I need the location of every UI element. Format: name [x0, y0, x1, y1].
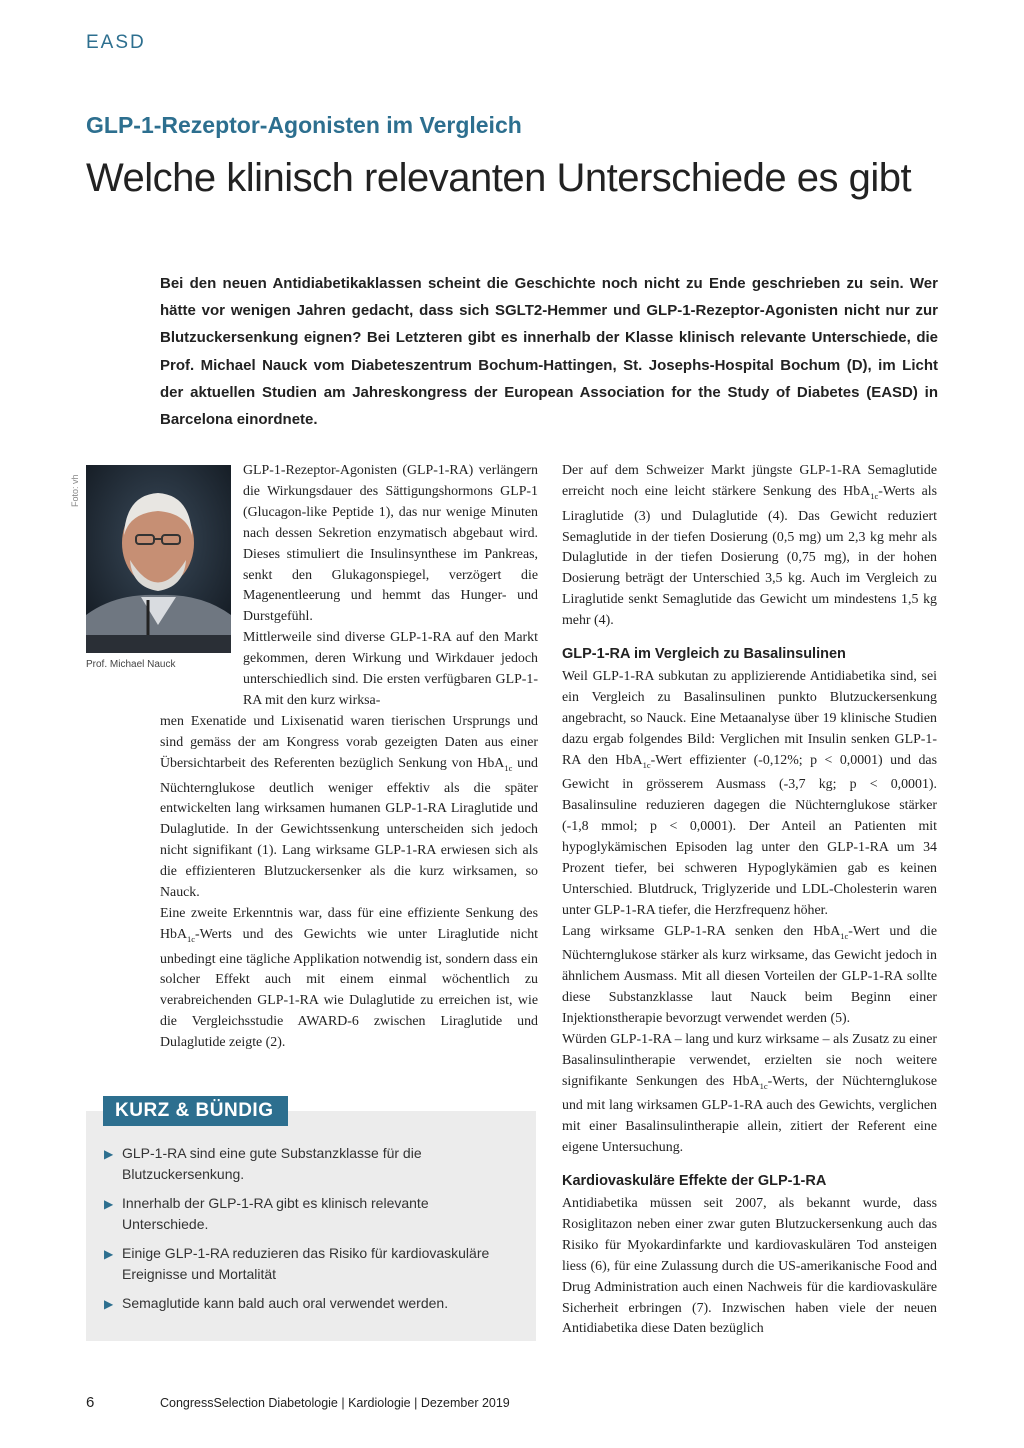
- summary-item: ▶ GLP-1-RA sind eine gute Substanzklasse für die Blutzuckersenkung.: [104, 1143, 514, 1185]
- subheading: GLP-1-RA im Vergleich zu Basalinsulinen: [562, 646, 846, 663]
- paragraph: Lang wirksame GLP-1-RA senken den HbA$_{1c}$-Wert und die Nüchternglukose stärker als kurz wirksame, das Gewicht jedoch in ähnlichem Ausmass. Mit all diesen Vorteilen der GLP-1-RA sollte diese Substanzklasse laut Nauck beim Beginn einer Injektionstherapie bevorzugt verwendet werden (5).: [562, 923, 937, 1026]
- summary-box-title: KURZ & BÜNDIG: [103, 1096, 288, 1126]
- paragraph: Würden GLP-1-RA – lang und kurz wirksame – als Zusatz zu einer Basalinsulintherapie verwendet, erzielten sie noch weitere signifikante Senkungen des HbA$_{1c}$-Werts, der Nüchternglukose und mit lang wirksamen GLP-1-RA auch des Gewichts, verglichen mit einer Basalinsulintherapie allein, zitiert der Referent eine eigene Untersuchung.: [562, 1031, 937, 1156]
- photo-credit: Foto: vh: [70, 474, 80, 507]
- column-2: [562, 461, 937, 1340]
- subheading: Kardiovaskuläre Effekte der GLP-1-RA: [562, 1173, 827, 1190]
- photo-caption: Prof. Michael Nauck: [86, 659, 176, 670]
- paragraph: Mittlerweile sind diverse GLP-1-RA auf den Markt gekommen, deren Wirkung und Wirkdauer jedoch unterschiedlich sind. Die ersten verfügbaren GLP-1-RA mit den kurz wirksa-: [243, 630, 538, 708]
- column-1-bottom: [160, 712, 538, 1054]
- article-lead: Bei den neuen Antidiabetikaklassen scheint die Geschichte noch nicht zu Ende geschrieben zu sein. Wer hätte vor wenigen Jahren gedacht, dass sich SGLT2-Hemmer und GLP-1-Rezeptor-Agonisten nicht nur zur Blutzuckersenkung eignen? Bei Letzteren gibt es innerhalb der Klasse klinisch relevante Unterschiede, die Prof. Michael Nauck vom Diabeteszentrum Bochum-Hattingen, St. Josephs-Hospital Bochum (D), im Licht der aktuellen Studien am Jahreskongress der European Association for the Study of Diabetes (EASD) in Barcelona einordnete.: [160, 275, 938, 429]
- summary-item: ▶ Einige GLP-1-RA reduzieren das Risiko für kardiovaskuläre Ereignisse und Mortalität: [104, 1243, 514, 1285]
- paragraph: GLP-1-Rezeptor-Agonisten (GLP-1-RA) verlängern die Wirkungsdauer des Sättigungshormons GLP-1 (Glucagon-like Peptide 1), das nur wenige Minuten nach dessen Sekretion enzymatisch abgebaut wird. Dieses stimuliert die Insulinsynthese im Pankreas, senkt den Glukagonspiegel, verzögert die Magenentleerung und hemmt das Hunger- und Durstgefühl.: [243, 463, 538, 625]
- summary-item: ▶ Innerhalb der GLP-1-RA gibt es klinisch relevante Unterschiede.: [104, 1193, 514, 1235]
- section-tag: EASD: [86, 32, 146, 53]
- portrait-photo: [86, 465, 231, 653]
- paragraph: Weil GLP-1-RA subkutan zu applizierende Antidiabetika sind, sei ein Vergleich zu Basalinsulinen punkto Blutzuckersenkung angebracht, so Nauck. Eine Metaanalyse über 19 klinische Studien dazu ergab folgendes Bild: Verglichen mit Insulin senken GLP-1-RA den HbA$_{1c}$-Wert effizienter (-0,12%; p < 0,0001) und das Gewicht in grösserem Ausmass (-3,7 kg; p < 0,0001). Basalinsuline reduzieren dagegen die Nüchternglukose stärker (-1,8 mmol; p < 0,0001). Der Anteil an Patienten mit hypoglykämischen Episoden lag unter den GLP-1-RA um 34 Prozent tiefer, bei schweren Hypoglykämien gab es keinen Unterschied. Blutdruck, Triglyzeride und LDL-Cholesterin waren unter GLP-1-RA tiefer, die Herzfrequenz höher.: [562, 668, 937, 918]
- paragraph: Der auf dem Schweizer Markt jüngste GLP-1-RA Semaglutide erreicht noch eine leicht stärkere Senkung des HbA$_{1c}$-Werts als Liraglutide (3) und Dulaglutide (4). Das Gewicht reduziert Semaglutide in der tiefen Dosierung (0,5 mg) um 2,3 kg mehr als Dulaglutide in der tiefen Dosierung (0,75 mg), in der hohen Dosierung beträgt der Unterschied 3,5 kg. Auch im Vergleich zu Liraglutide senkt Semaglutide das Gewicht um mindestens 1,5 kg mehr (4).: [562, 463, 937, 629]
- portrait-illustration: [86, 465, 231, 653]
- triangle-bullet-icon: ▶: [104, 1247, 114, 1261]
- triangle-bullet-icon: ▶: [104, 1197, 114, 1211]
- publication-info: CongressSelection Diabetologie | Kardiologie | Dezember 2019: [160, 1396, 510, 1410]
- paragraph: Eine zweite Erkenntnis war, dass für eine effiziente Senkung des HbA$_{1c}$-Werts und des Gewichts wie unter Liraglutide nicht unbedingt eine tägliche Applikation notwendig ist, sondern dass ein solcher Effekt auch mit einem einmal wöchentlich zu verabreichenden GLP-1-RA wie Dulaglutide zu erreichen ist, wie die Vergleichsstudie AWARD-6 zwischen Liraglutide und Dulaglutide zeigte (2).: [160, 905, 538, 1051]
- article-kicker: GLP-1-Rezeptor-Agonisten im Vergleich: [86, 112, 522, 138]
- paragraph: men Exenatide und Lixisenatid waren tierischen Ursprungs und sind gemäss der am Kongress vorab gezeigten Daten aus einer Übersichtarbeit des Referenten bezüglich Senkung von HbA$_{1c}$ und Nüchternglukose deutlich weniger effektiv als die später entwickelten lang wirksamen humanen GLP-1-RA Liraglutide und Dulaglutide. In der Gewichtssenkung unterscheiden sich jedoch nicht signifikant (1). Lang wirksame GLP-1-RA erwiesen sich als die effizienteren Blutzuckersenker als die kurz wirksamen, so Nauck.: [160, 714, 538, 901]
- triangle-bullet-icon: ▶: [104, 1147, 114, 1161]
- summary-list: [104, 1143, 514, 1323]
- triangle-bullet-icon: ▶: [104, 1297, 114, 1311]
- paragraph: Antidiabetika müssen seit 2007, als bekannt wurde, dass Rosiglitazon neben einer zwar guten Blutzuckersenkung auch das Risiko für Myokardinfarkte und kardiovaskulären Tod ansteigen liess (6), für eine Zulassung durch die US-amerikanische Food and Drug Administration auch einen Nachweis für die kardiovaskuläre Sicherheit erbringen (7). Inzwischen haben viele der neuen Antidiabetika diese Daten bezüglich: [562, 1196, 937, 1337]
- page-number: 6: [86, 1394, 95, 1411]
- column-1-top: [243, 461, 538, 712]
- article-headline: Welche klinisch relevanten Unterschiede es gibt: [86, 156, 912, 200]
- summary-item: ▶ Semaglutide kann bald auch oral verwendet werden.: [104, 1293, 514, 1315]
